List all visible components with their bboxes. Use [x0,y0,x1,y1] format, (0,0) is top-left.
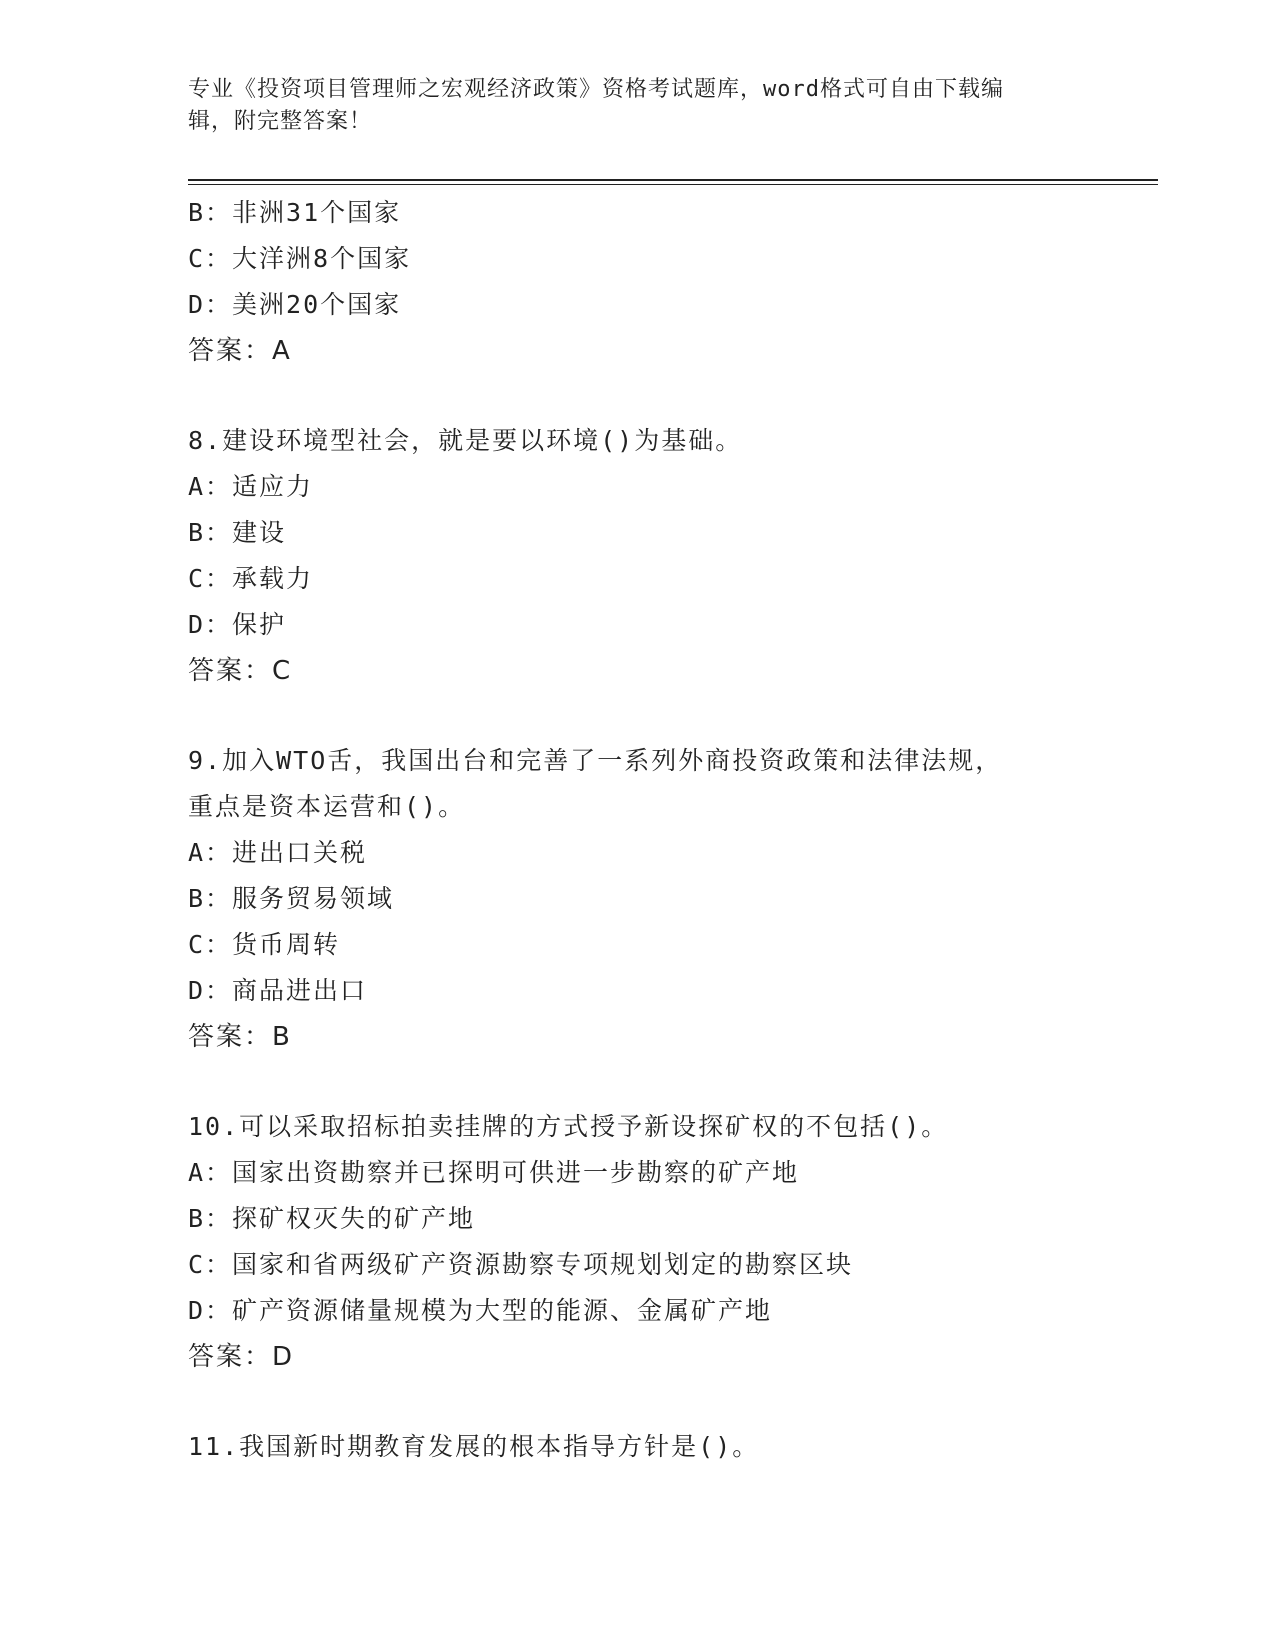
question-text: 8.建设环境型社会，就是要以环境()为基础。 [188,426,743,455]
option-c: C：货币周转 [188,930,341,959]
header-divider-thick [188,179,1158,181]
option-b: B：建设 [188,518,287,547]
option-c: C：承载力 [188,564,314,593]
page-header [188,74,1068,138]
option-c: C：大洋洲8个国家 [188,244,412,273]
option-b: B：探矿权灭失的矿产地 [188,1204,476,1233]
option-d: D：商品进出口 [188,976,368,1005]
spacer [188,1380,1128,1424]
question-text: 10.可以采取招标拍卖挂牌的方式授予新设探矿权的不包括()。 [188,1112,949,1141]
option-c: C：国家和省两级矿产资源勘察专项规划划定的勘察区块 [188,1250,854,1279]
answer-text: 答案：A [188,336,292,366]
option-b: B：服务贸易领域 [188,884,395,913]
option-a: A：适应力 [188,472,314,501]
option-a: A：国家出资勘察并已探明可供进一步勘察的矿产地 [188,1158,800,1187]
option-d: D：保护 [188,610,287,639]
spacer [188,374,1128,418]
header-divider-thin [188,184,1158,185]
question-7-continuation [188,190,1128,374]
header-line-1: 专业《投资项目管理师之宏观经济政策》资格考试题库，word格式可自由下载编 [188,77,1004,102]
question-list [188,190,1128,1470]
option-a: A：进出口关税 [188,838,368,867]
option-b: B：非洲31个国家 [188,198,402,227]
question-text: 11.我国新时期教育发展的根本指导方针是()。 [188,1432,760,1461]
question-text-line-2: 重点是资本运营和()。 [188,792,466,821]
spacer [188,694,1128,738]
header-line-2: 辑，附完整答案！ [188,109,373,134]
answer-text: 答案：C [188,656,293,686]
answer-text: 答案：D [188,1342,295,1372]
spacer [188,1060,1128,1104]
question-8 [188,418,1128,694]
answer-text: 答案：B [188,1022,292,1052]
question-text-line-1: 9.加入WTO舌，我国出台和完善了一系列外商投资政策和法律法规， [188,746,1003,775]
question-11 [188,1424,1128,1470]
option-d: D：矿产资源储量规模为大型的能源、金属矿产地 [188,1296,773,1325]
question-10 [188,1104,1128,1380]
option-d: D：美洲20个国家 [188,290,402,319]
question-9 [188,738,1128,1060]
